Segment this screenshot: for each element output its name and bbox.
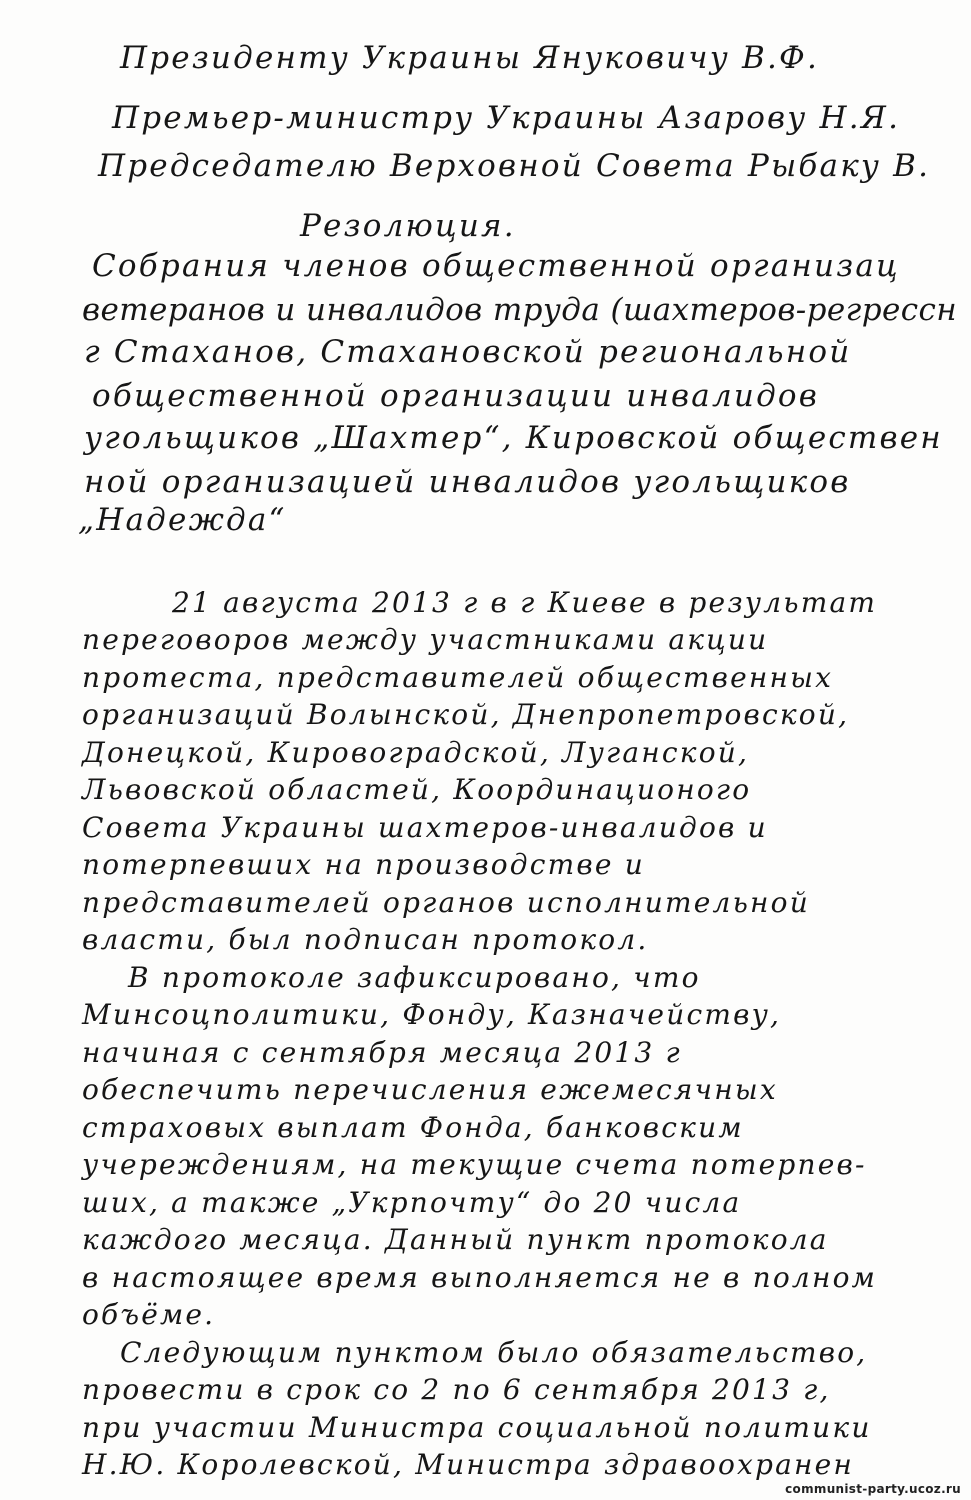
body-line-17: ших, а также „Укрпочту“ до 20 числа [82,1186,742,1219]
body-line-12: Минсоцполитики, Фонду, Казначейству, [82,998,782,1031]
intro-line-3: г Стаханов, Стахановской региональной [84,334,852,370]
body-line-8: потерпевших на производстве и [82,848,645,881]
body-line-22: провести в срок со 2 по 6 сентября 2013 г, [82,1373,831,1406]
body-line-7: Совета Украины шахтеров-инвалидов и [82,811,768,844]
website-watermark: communist-party.ucoz.ru [785,1482,961,1496]
margin-mark [40,72,41,73]
body-line-1: 21 августа 2013 г в г Киеве в результат [172,586,878,619]
intro-line-7: „Надежда“ [78,502,287,538]
body-line-16: учереждениям, на текущие счета потерпев- [82,1148,867,1181]
body-line-20: объёме. [82,1298,216,1331]
body-line-23: при участии Министра социальной политики [82,1411,872,1444]
body-line-14: обеспечить перечисления ежемесячных [82,1073,778,1106]
body-line-5: Донецкой, Кировоградской, Луганской, [82,736,750,769]
body-line-3: протеста, представителей общественных [82,661,834,694]
body-line-11: В протоколе зафиксировано, что [128,961,701,994]
body-line-21: Следующим пунктом было обязательство, [120,1336,868,1369]
body-line-10: власти, был подписан протокол. [82,923,649,956]
body-line-19: в настоящее время выполняется не в полном [82,1261,878,1294]
body-line-24: Н.Ю. Королевской, Министра здравоохранен [82,1448,855,1481]
body-line-9: представителей органов исполнительной [82,886,810,919]
addressee-prime-minister: Премьер-министру Украины Азарову Н.Я. [112,100,901,136]
body-line-4: организаций Волынской, Днепропетровской, [82,698,850,731]
body-line-18: каждого месяца. Данный пункт протокола [82,1223,829,1256]
intro-line-6: ной организацией инвалидов угольщиков [84,464,851,500]
body-line-6: Львовской областей, Координационого [82,773,752,806]
intro-line-4: общественной организации инвалидов [92,378,820,414]
intro-line-5: угольщиков „Шахтер“, Кировской обществен [84,420,943,456]
document-heading: Резолюция. [300,208,516,244]
addressee-president: Президенту Украины Януковичу В.Ф. [120,40,820,76]
body-line-2: переговоров между участниками акции [82,623,769,656]
body-line-13: начиная с сентября месяца 2013 г [82,1036,682,1069]
addressee-rada-chairman: Председателю Верховной Совета Рыбаку В. [98,148,931,184]
intro-line-1: Собрания членов общественной организац [92,248,900,284]
intro-line-2: ветеранов и инвалидов труда (шахтеров-регрессн [82,292,958,328]
body-line-15: страховых выплат Фонда, банковским [82,1111,744,1144]
